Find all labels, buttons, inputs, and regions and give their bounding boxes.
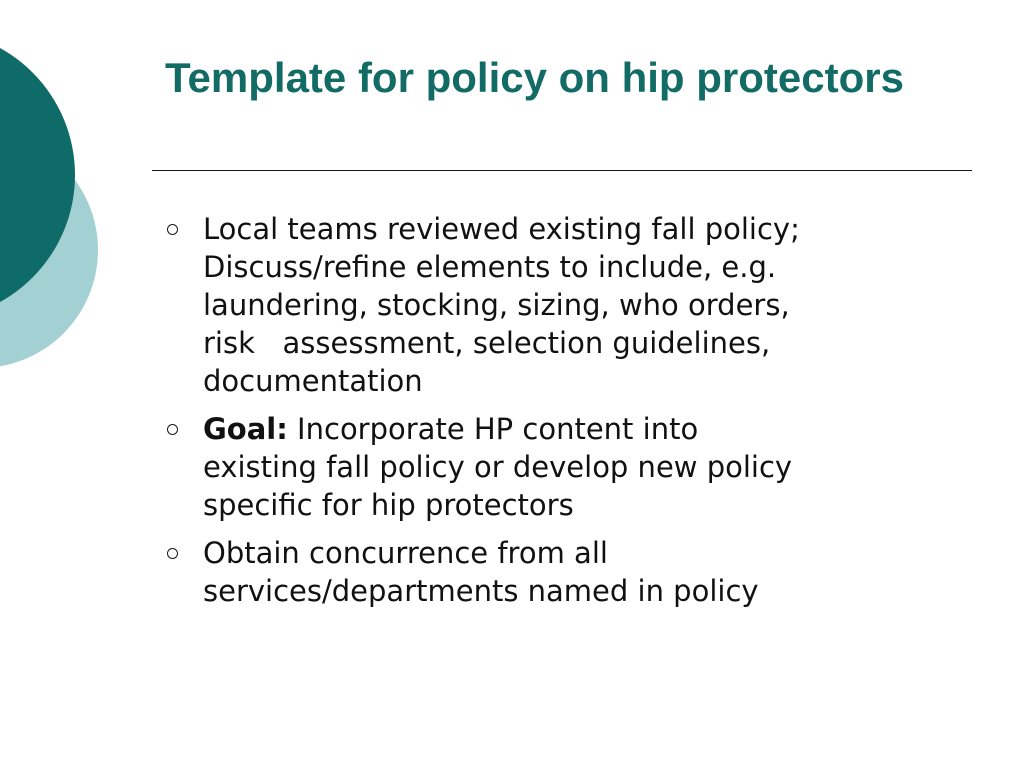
bullet-line: Local teams reviewed existing fall policy; bbox=[203, 212, 800, 246]
bullet-line: documentation bbox=[203, 364, 423, 398]
bullet-circle-icon bbox=[167, 224, 178, 235]
bullet-item bbox=[160, 534, 960, 610]
bullet-circle-icon bbox=[167, 424, 178, 435]
bullet-line: services/departments named in policy bbox=[203, 574, 759, 608]
bullet-line: Discuss/refine elements to include, e.g. bbox=[203, 250, 777, 284]
bullet-line: laundering, stocking, sizing, who orders, bbox=[203, 288, 790, 322]
bullet-line: specific for hip protectors bbox=[203, 488, 574, 522]
bullet-line: Obtain concurrence from all bbox=[203, 536, 608, 570]
bullet-circle-icon bbox=[167, 548, 178, 559]
slide-title: Template for policy on hip protectors bbox=[165, 54, 904, 101]
bullet-line: risk assessment, selection guidelines, bbox=[203, 326, 771, 360]
goal-label: Goal: bbox=[203, 412, 288, 446]
bullet-line: existing fall policy or develop new policy bbox=[203, 450, 793, 484]
title-divider bbox=[152, 170, 972, 171]
bullet-item bbox=[160, 410, 960, 524]
bullet-item bbox=[160, 210, 960, 400]
decorative-circles bbox=[0, 0, 110, 420]
bullet-line: Incorporate HP content into bbox=[287, 412, 699, 446]
bullet-list bbox=[160, 210, 960, 620]
